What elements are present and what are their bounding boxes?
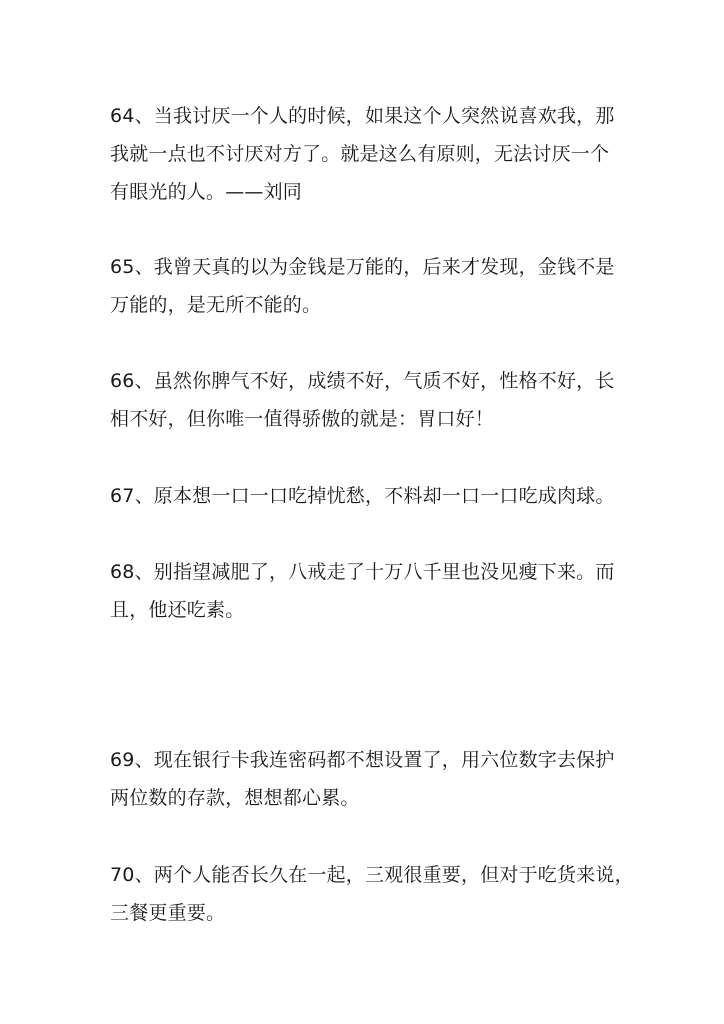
paragraph-65 xyxy=(110,248,625,324)
paragraph-64 xyxy=(110,97,625,211)
paragraph-68 xyxy=(110,553,625,629)
paragraph-line: 有眼光的人。——刘同 xyxy=(110,181,303,203)
paragraph-66 xyxy=(110,362,625,438)
paragraph-69 xyxy=(110,741,625,817)
paragraph-70 xyxy=(110,856,634,932)
paragraph-line: 66、虽然你脾气不好，成绩不好，气质不好，性格不好，长 xyxy=(110,370,615,392)
paragraph-line: 64、当我讨厌一个人的时候，如果这个人突然说喜欢我，那 xyxy=(110,105,615,127)
paragraph-line: 69、现在银行卡我连密码都不想设置了，用六位数字去保护 xyxy=(110,749,615,771)
paragraph-line: 70、两个人能否长久在一起，三观很重要，但对于吃货来说， xyxy=(110,864,634,886)
paragraph-line: 68、别指望减肥了，八戒走了十万八千里也没见瘦下来。而 xyxy=(110,561,615,583)
paragraph-line: 相不好，但你唯一值得骄傲的就是：胃口好！ xyxy=(110,408,495,430)
paragraph-67 xyxy=(110,477,625,515)
paragraph-line: 三餐更重要。 xyxy=(110,902,226,924)
paragraph-line: 万能的，是无所不能的。 xyxy=(110,294,322,316)
paragraph-line: 两位数的存款，想想都心累。 xyxy=(110,787,360,809)
paragraph-line: 且，他还吃素。 xyxy=(110,599,245,621)
paragraph-line: 67、原本想一口一口吃掉忧愁，不料却一口一口吃成肉球。 xyxy=(110,485,615,507)
paragraph-line: 我就一点也不讨厌对方了。就是这么有原则，无法讨厌一个 xyxy=(110,143,610,165)
paragraph-line: 65、我曾天真的以为金钱是万能的，后来才发现，金钱不是 xyxy=(110,256,615,278)
